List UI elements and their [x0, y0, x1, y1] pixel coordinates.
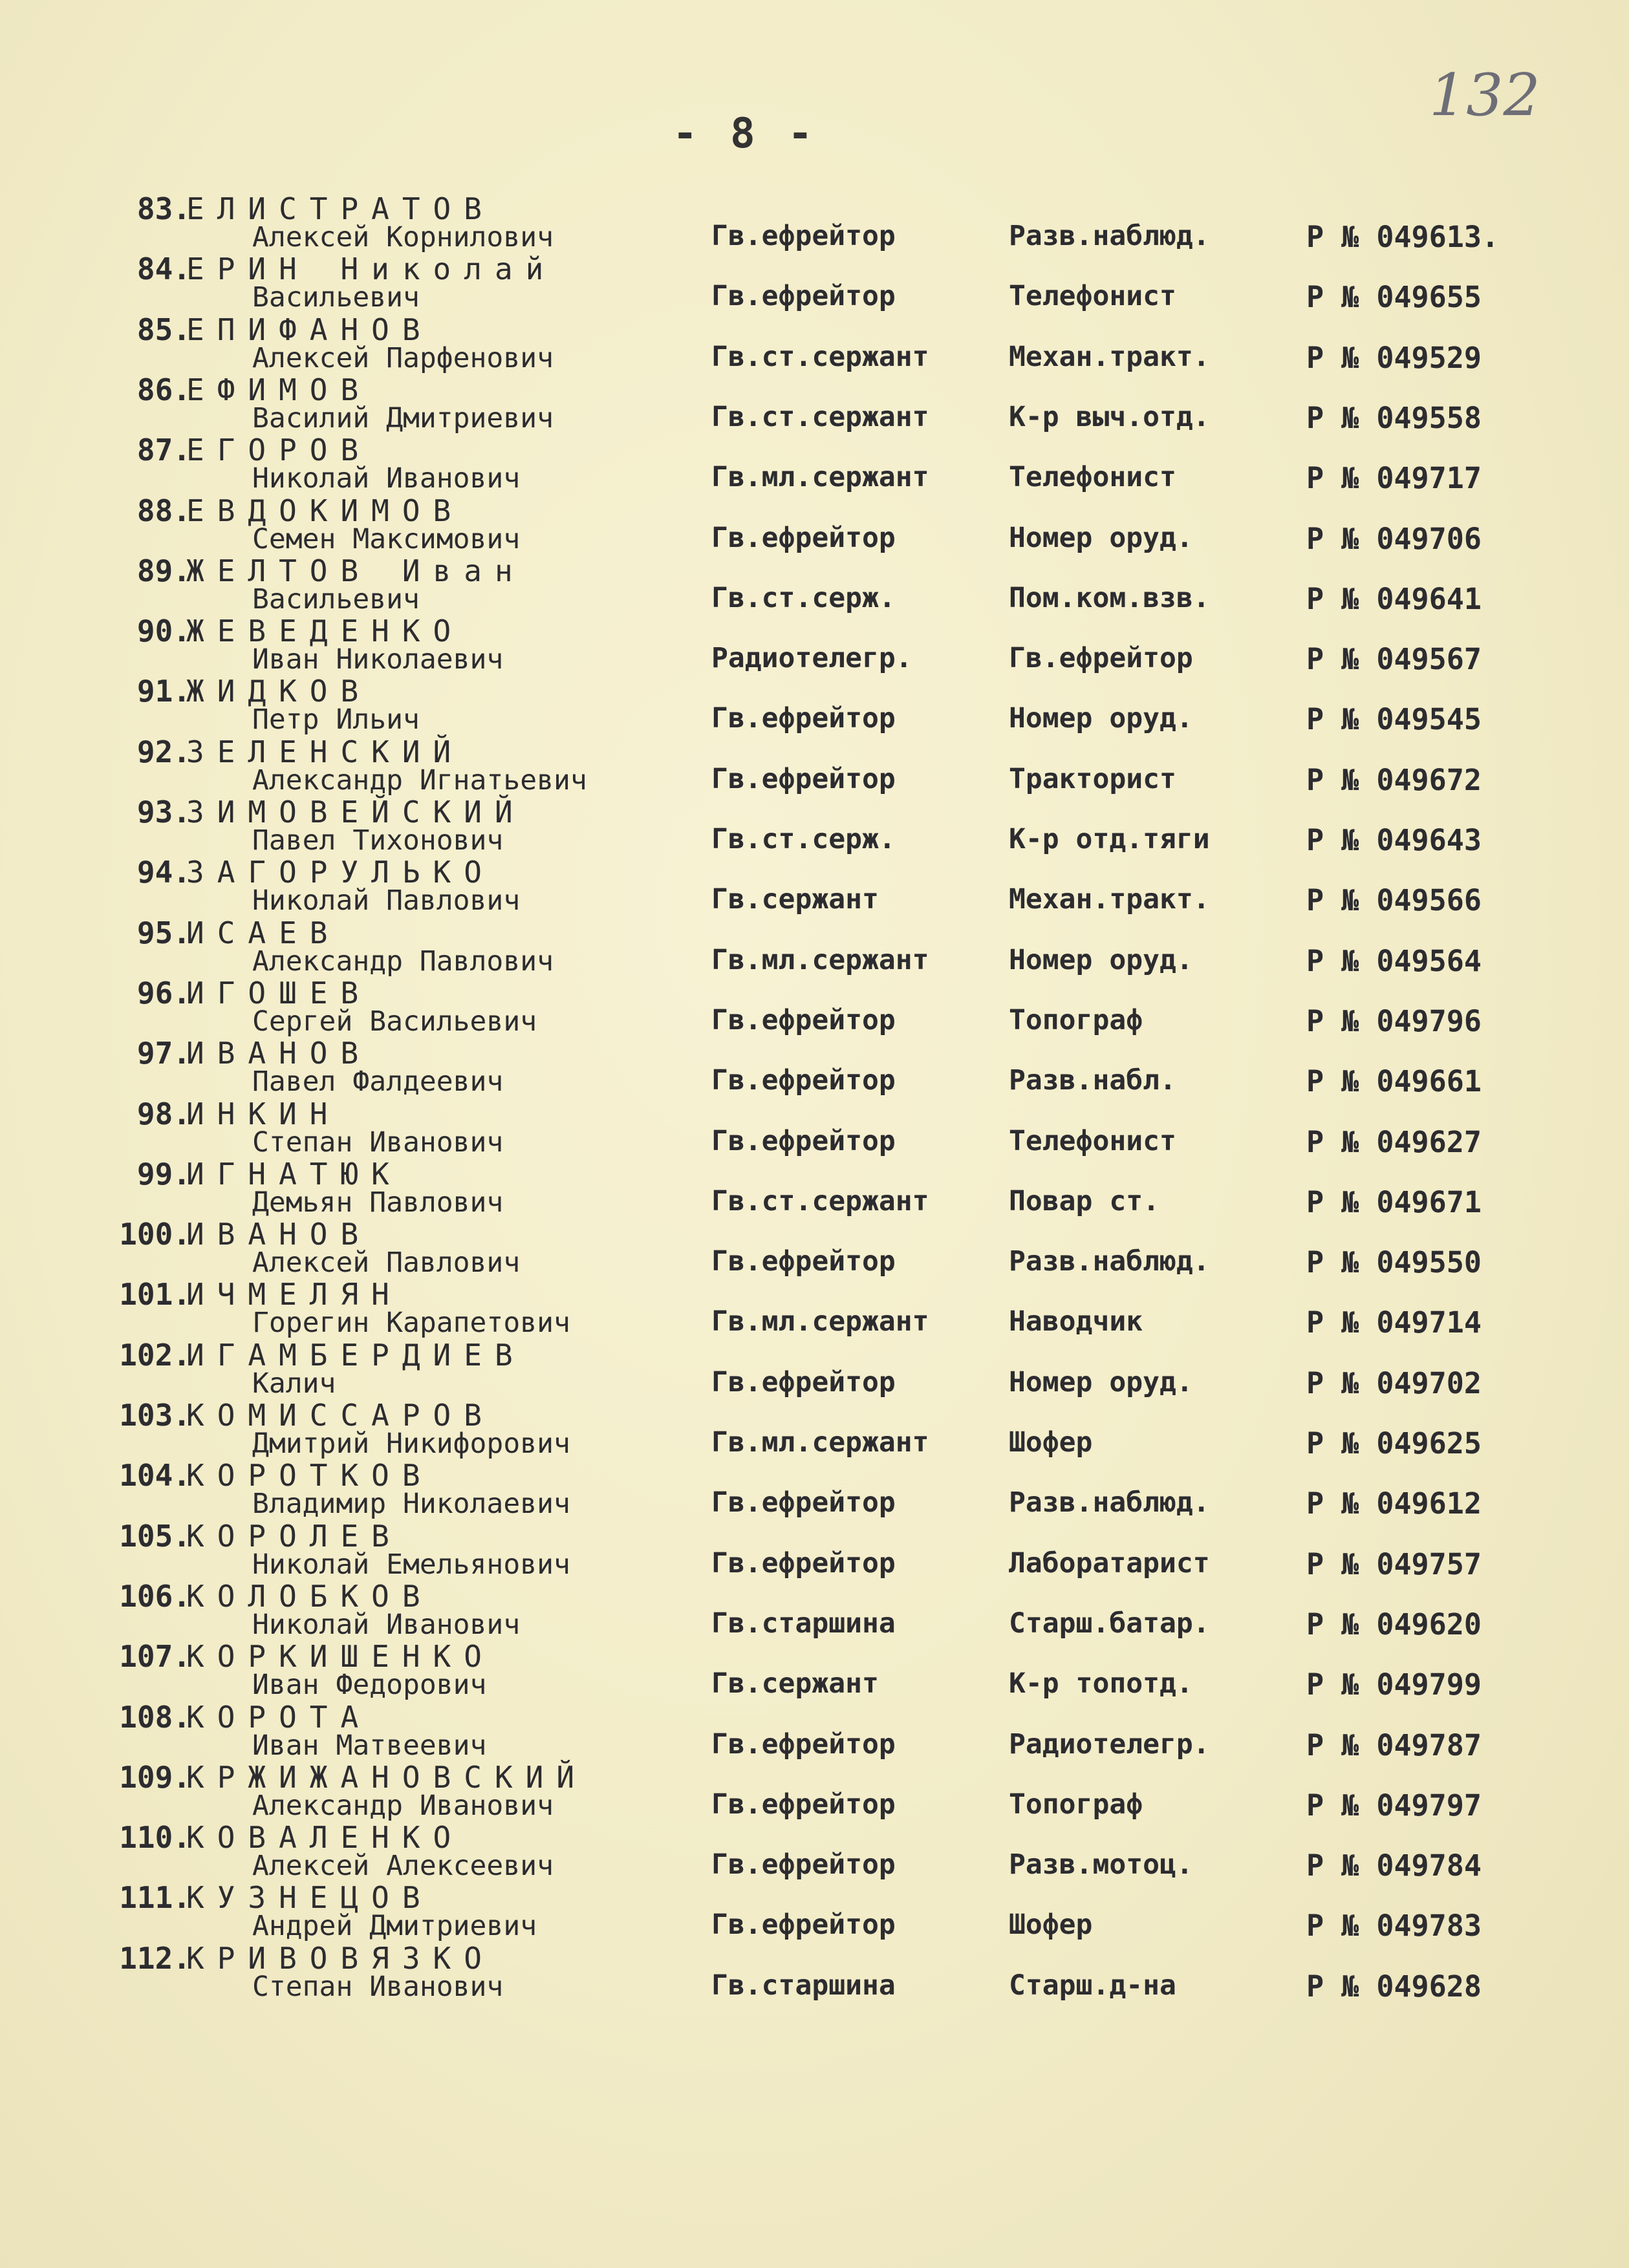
entry-number: 104. [119, 1458, 191, 1493]
list-item [0, 855, 1629, 915]
given-name: Николай Иванович [252, 1609, 521, 1641]
given-name: Степан Иванович [252, 1971, 504, 2003]
certificate-number: Р № 049620 [1306, 1607, 1482, 1642]
given-name: Алексей Парфенович [252, 342, 554, 374]
rank: Гв.ст.сержант [711, 1185, 929, 1217]
given-name: Иван Федорович [252, 1669, 487, 1701]
list-item [0, 372, 1629, 433]
rank: Гв.мл.сержант [711, 1305, 929, 1338]
given-name: Александр Иванович [252, 1790, 554, 1822]
surname: КОРОТА [186, 1700, 372, 1735]
entry-number: 102. [119, 1338, 191, 1373]
certificate-number: Р № 049787 [1306, 1728, 1482, 1762]
rank: Гв.ефрейтор [711, 763, 896, 795]
certificate-number: Р № 049564 [1306, 944, 1482, 978]
certificate-number: Р № 049714 [1306, 1305, 1482, 1340]
entry-number: 98. [136, 1097, 191, 1131]
certificate-number: Р № 049757 [1306, 1547, 1482, 1581]
certificate-number: Р № 049784 [1306, 1848, 1482, 1883]
position: Повар ст. [1009, 1185, 1160, 1217]
rank: Гв.ефрейтор [711, 1909, 896, 1941]
given-name: Александр Игнатьевич [252, 764, 587, 797]
certificate-number: Р № 049799 [1306, 1667, 1482, 1702]
surname: ЕВДОКИМОВ [186, 493, 464, 528]
position: Старш.батар. [1009, 1607, 1210, 1640]
surname: ЖЕВЕДЕНКО [186, 614, 464, 648]
certificate-number: Р № 049625 [1306, 1426, 1482, 1460]
list-item [0, 1277, 1629, 1340]
list-item [0, 1398, 1629, 1458]
position: Разв.мотоц. [1009, 1848, 1193, 1881]
list-item [0, 1820, 1629, 1883]
position: Тракторист [1009, 763, 1176, 795]
given-name: Алексей Алексеевич [252, 1850, 554, 1882]
rank: Гв.ст.сержант [711, 401, 929, 433]
surname: ИСАЕВ [186, 915, 341, 950]
certificate-number: Р № 049783 [1306, 1909, 1482, 1943]
surname: ЕГОРОВ [186, 433, 372, 467]
position: Телефонист [1009, 1125, 1176, 1157]
given-name: Сергей Васильевич [252, 1005, 537, 1038]
entry-number: 105. [119, 1519, 191, 1554]
given-name: Петр Ильич [252, 703, 420, 736]
rank: Радиотелегр. [711, 642, 912, 674]
position: Номер оруд. [1009, 944, 1193, 976]
given-name: Горегин Карапетович [252, 1307, 570, 1339]
rank: Гв.ефрейтор [711, 1064, 896, 1097]
position: Старш.д-на [1009, 1969, 1176, 2002]
given-name: Николай Емельянович [252, 1548, 570, 1581]
rank: Гв.ст.серж. [711, 823, 896, 855]
given-name: Андрей Дмитриевич [252, 1910, 537, 1942]
position: Лаборатарист [1009, 1547, 1210, 1579]
entry-number: 103. [119, 1398, 191, 1433]
rank: Гв.ефрейтор [711, 1486, 896, 1519]
surname: ИВАНОВ [186, 1217, 372, 1252]
entry-number: 95. [136, 915, 191, 950]
entry-number: 111. [119, 1880, 191, 1915]
given-name: Павел Тихонович [252, 824, 504, 857]
position: Механ.тракт. [1009, 883, 1210, 915]
surname: ИГАМБЕРДИЕВ [186, 1338, 526, 1373]
rank: Гв.мл.сержант [711, 944, 929, 976]
rank: Гв.мл.сержант [711, 1426, 929, 1459]
given-name: Николай Павлович [252, 884, 521, 917]
entry-number: 112. [119, 1941, 191, 1976]
entry-number: 93. [136, 795, 191, 829]
rank: Гв.мл.сержант [711, 461, 929, 493]
handwritten-sheet-number: 132 [1429, 61, 1540, 129]
position: Телефонист [1009, 280, 1176, 312]
rank: Гв.ефрейтор [711, 1366, 896, 1398]
rank: Гв.ефрейтор [711, 1004, 896, 1036]
surname: КОРОТКОВ [186, 1458, 433, 1493]
rank: Гв.ефрейтор [711, 702, 896, 734]
entry-number: 85. [136, 312, 191, 347]
rank: Гв.сержант [711, 883, 879, 915]
certificate-number: Р № 049671 [1306, 1185, 1482, 1219]
entry-number: 96. [136, 976, 191, 1011]
list-item [0, 1519, 1629, 1579]
certificate-number: Р № 049641 [1306, 582, 1482, 616]
surname: ИГОШЕВ [186, 976, 372, 1011]
certificate-number: Р № 049796 [1306, 1004, 1482, 1038]
list-item [0, 493, 1629, 556]
surname: ЖИДКОВ [186, 674, 372, 709]
list-item [0, 795, 1629, 855]
given-name: Иван Николаевич [252, 643, 504, 676]
rank: Гв.сержант [711, 1667, 879, 1700]
surname: ЕПИФАНОВ [186, 312, 433, 347]
rank: Гв.ст.сержант [711, 341, 929, 373]
given-name: Васильевич [252, 281, 420, 314]
list-item [0, 191, 1629, 254]
surname: ЕФИМОВ [186, 372, 372, 407]
certificate-number: Р № 049628 [1306, 1969, 1482, 2004]
entry-number: 109. [119, 1760, 191, 1795]
given-name: Семен Максимович [252, 523, 521, 555]
certificate-number: Р № 049661 [1306, 1064, 1482, 1098]
list-item [0, 674, 1629, 734]
position: Топограф [1009, 1788, 1143, 1821]
certificate-number: Р № 049558 [1306, 401, 1482, 435]
entry-number: 88. [136, 493, 191, 528]
entry-number: 101. [119, 1277, 191, 1312]
entry-number: 97. [136, 1036, 191, 1071]
entry-number: 99. [136, 1157, 191, 1192]
position: Телефонист [1009, 461, 1176, 493]
surname: КОВАЛЕНКО [186, 1820, 464, 1855]
rank: Гв.ефрейтор [711, 1125, 896, 1157]
entry-number: 84. [136, 251, 191, 286]
rank: Гв.ефрейтор [711, 1788, 896, 1821]
list-item [0, 1639, 1629, 1702]
entry-number: 83. [136, 191, 191, 226]
surname: ИНКИН [186, 1097, 341, 1131]
position: Пом.ком.взв. [1009, 582, 1210, 614]
entry-number: 107. [119, 1639, 191, 1674]
certificate-number: Р № 049566 [1306, 883, 1482, 917]
list-item [0, 1097, 1629, 1157]
list-item [0, 251, 1629, 312]
surname: КОЛОБКОВ [186, 1579, 433, 1614]
entry-number: 91. [136, 674, 191, 709]
entry-number: 100. [119, 1217, 191, 1252]
surname: ИВАНОВ [186, 1036, 372, 1071]
given-name: Алексей Павлович [252, 1246, 521, 1279]
position: Наводчик [1009, 1305, 1143, 1338]
rank: Гв.ефрейтор [711, 522, 896, 554]
certificate-number: Р № 049613. [1306, 220, 1500, 254]
rank: Гв.ефрейтор [711, 1728, 896, 1760]
page-number: - 8 - [673, 110, 817, 158]
list-item [0, 1338, 1629, 1398]
given-name: Степан Иванович [252, 1126, 504, 1159]
list-item [0, 1217, 1629, 1277]
surname: ЕРИН Николай [186, 251, 557, 286]
surname: КОРКИШЕНКО [186, 1639, 495, 1674]
given-name: Николай Иванович [252, 462, 521, 495]
surname: ЗИМОВЕЙСКИЙ [186, 795, 526, 829]
given-name: Васильевич [252, 583, 420, 615]
list-item [0, 1458, 1629, 1521]
position: Радиотелегр. [1009, 1728, 1210, 1760]
entry-number: 90. [136, 614, 191, 648]
certificate-number: Р № 049706 [1306, 522, 1482, 556]
surname: КРИВОВЯЗКО [186, 1941, 495, 1976]
list-item [0, 1157, 1629, 1217]
position: Разв.набл. [1009, 1064, 1176, 1097]
surname: ЗАГОРУЛЬКО [186, 855, 495, 890]
list-item [0, 976, 1629, 1036]
certificate-number: Р № 049643 [1306, 823, 1482, 857]
position: Шофер [1009, 1909, 1093, 1941]
rank: Гв.ефрейтор [711, 1547, 896, 1579]
given-name: Павел Фалдеевич [252, 1065, 504, 1098]
surname: ЕЛИСТРАТОВ [186, 191, 495, 226]
rank: Гв.ст.серж. [711, 582, 896, 614]
list-item [0, 553, 1629, 614]
list-item [0, 1579, 1629, 1642]
certificate-number: Р № 049797 [1306, 1788, 1482, 1823]
position: К-р выч.отд. [1009, 401, 1210, 433]
rank: Гв.старшина [711, 1969, 896, 2002]
position: Номер оруд. [1009, 522, 1193, 554]
surname: ИГНАТЮК [186, 1157, 402, 1192]
surname: КОРОЛЕВ [186, 1519, 402, 1554]
position: К-р топотд. [1009, 1667, 1193, 1700]
given-name: Александр Павлович [252, 945, 554, 978]
certificate-number: Р № 049550 [1306, 1245, 1482, 1279]
rank: Гв.ефрейтор [711, 220, 896, 252]
position: Разв.наблюд. [1009, 1486, 1210, 1519]
given-name: Демьян Павлович [252, 1186, 504, 1219]
surname: ЖЕЛТОВ Иван [186, 553, 526, 588]
certificate-number: Р № 049627 [1306, 1125, 1482, 1159]
list-item [0, 614, 1629, 674]
given-name: Иван Матвеевич [252, 1729, 487, 1762]
list-item [0, 1700, 1629, 1760]
entry-number: 108. [119, 1700, 191, 1735]
entry-number: 86. [136, 372, 191, 407]
surname: КРЖИЖАНОВСКИЙ [186, 1760, 588, 1795]
rank: Гв.старшина [711, 1607, 896, 1640]
certificate-number: Р № 049612 [1306, 1486, 1482, 1521]
list-item [0, 1760, 1629, 1823]
rank: Гв.ефрейтор [711, 280, 896, 312]
certificate-number: Р № 049672 [1306, 763, 1482, 797]
entry-number: 110. [119, 1820, 191, 1855]
list-item [0, 915, 1629, 976]
certificate-number: Р № 049529 [1306, 341, 1482, 375]
surname: КОМИССАРОВ [186, 1398, 495, 1433]
position: Шофер [1009, 1426, 1093, 1459]
certificate-number: Р № 049545 [1306, 702, 1482, 736]
entry-number: 106. [119, 1579, 191, 1614]
list-item [0, 1941, 1629, 2004]
given-name: Василий Дмитриевич [252, 402, 554, 434]
certificate-number: Р № 049717 [1306, 461, 1482, 495]
entry-number: 94. [136, 855, 191, 890]
surname: ЗЕЛЕНСКИЙ [186, 734, 464, 769]
certificate-number: Р № 049655 [1306, 280, 1482, 314]
given-name: Дмитрий Никифорович [252, 1428, 570, 1460]
certificate-number: Р № 049702 [1306, 1366, 1482, 1400]
entry-number: 92. [136, 734, 191, 769]
list-item [0, 312, 1629, 375]
surname: ИЧМЕЛЯН [186, 1277, 402, 1312]
given-name: Владимир Николаевич [252, 1488, 570, 1520]
position: Разв.наблюд. [1009, 220, 1210, 252]
list-item [0, 433, 1629, 493]
entry-number: 87. [136, 433, 191, 467]
position: Механ.тракт. [1009, 341, 1210, 373]
given-name: Калич [252, 1367, 336, 1400]
list-item [0, 734, 1629, 795]
surname: КУЗНЕЦОВ [186, 1880, 433, 1915]
position: Гв.ефрейтор [1009, 642, 1193, 674]
position: Номер оруд. [1009, 702, 1193, 734]
rank: Гв.ефрейтор [711, 1848, 896, 1881]
position: Номер оруд. [1009, 1366, 1193, 1398]
list-item [0, 1036, 1629, 1096]
rank: Гв.ефрейтор [711, 1245, 896, 1278]
list-item [0, 1880, 1629, 1943]
position: Топограф [1009, 1004, 1143, 1036]
given-name: Алексей Корнилович [252, 221, 554, 253]
certificate-number: Р № 049567 [1306, 642, 1482, 676]
position: Разв.наблюд. [1009, 1245, 1210, 1278]
position: К-р отд.тяги [1009, 823, 1210, 855]
entry-number: 89. [136, 553, 191, 588]
